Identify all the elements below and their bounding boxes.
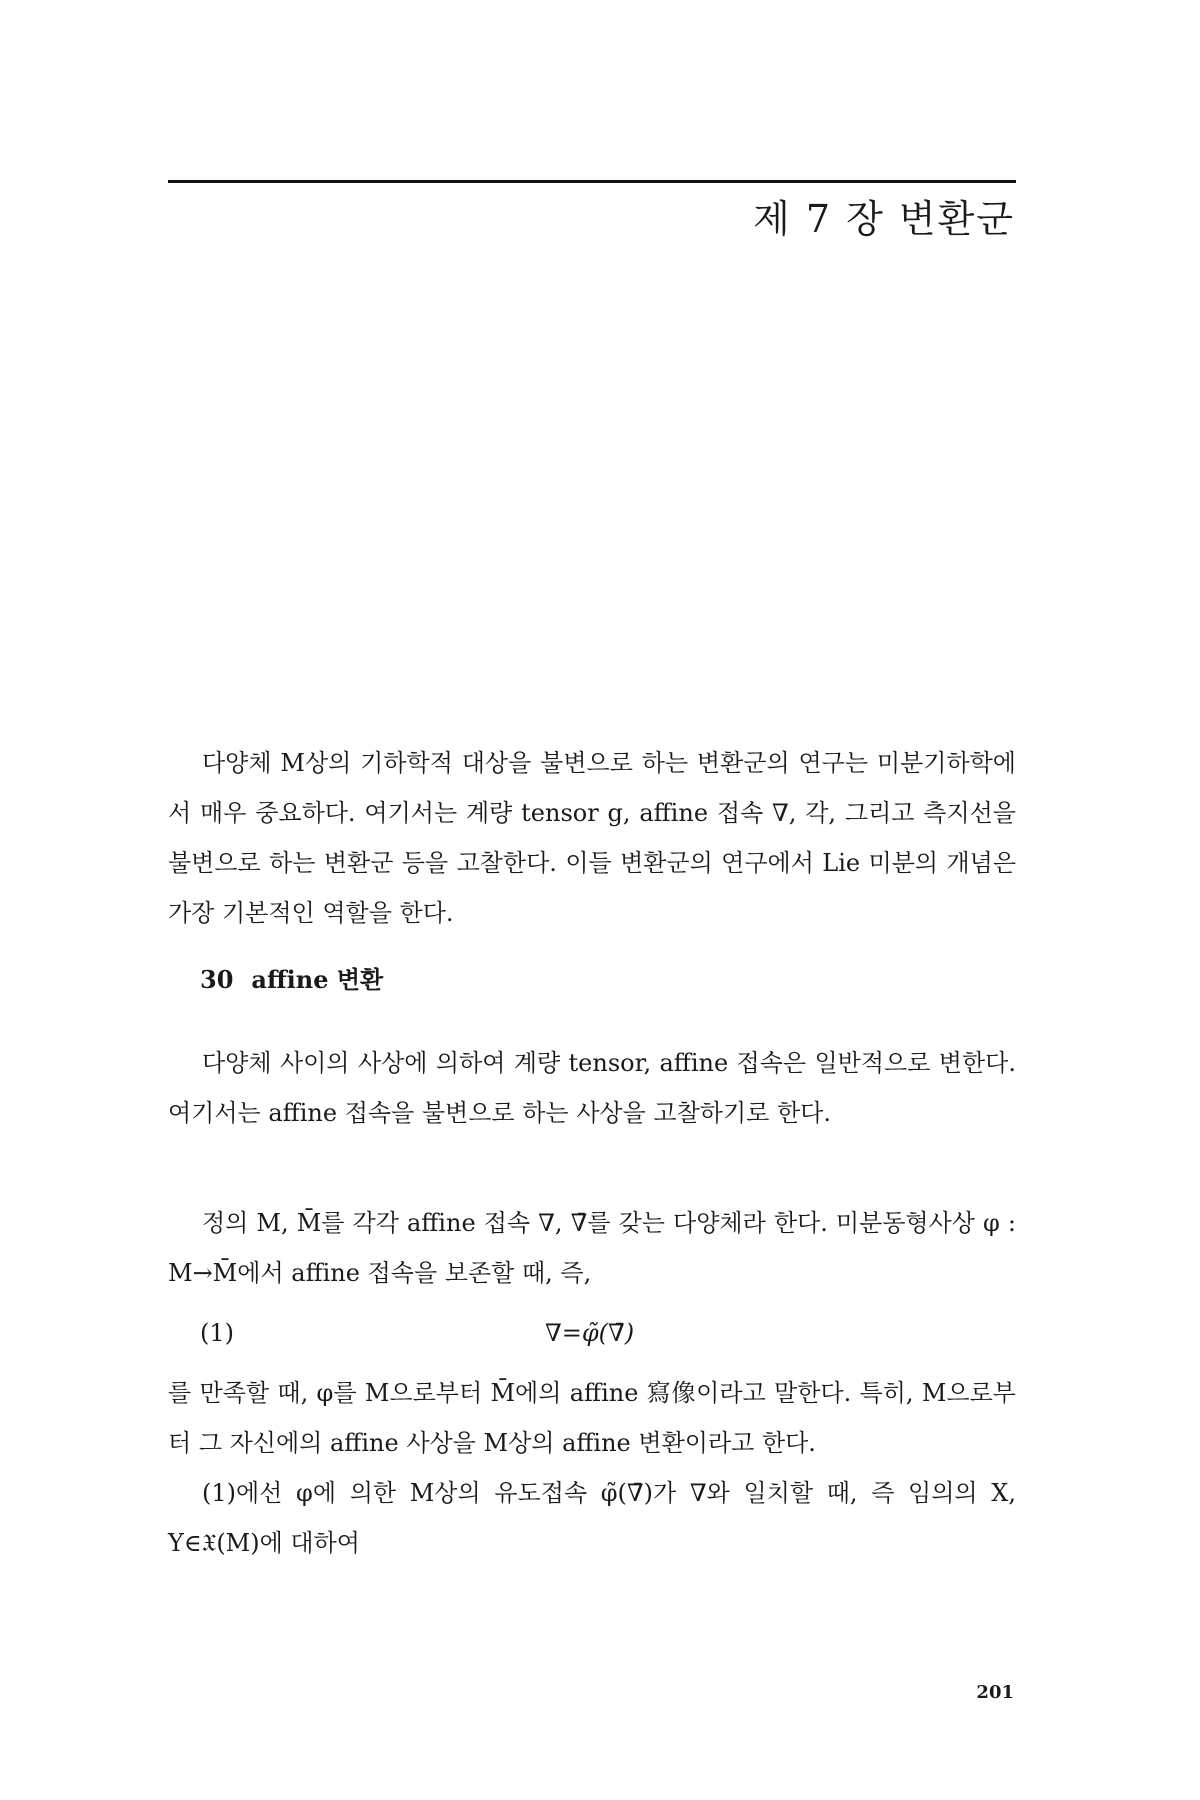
equation-formula: ∇=φ̃(∇̄) (545, 1319, 635, 1347)
page-number: 201 (976, 1682, 1014, 1703)
definition-text: 정의 M, M̄를 각각 affine 접속 ∇, ∇̄를 갖는 다양체라 한다. 미분동형사상 φ : M→M̄에서 affine 접속을 보존할 때, 즉, (168, 1209, 1016, 1287)
chapter-rule (168, 180, 1016, 183)
section-heading (200, 960, 383, 995)
equation-label: (1) (200, 1319, 234, 1347)
body-paragraph-1 (168, 1038, 1016, 1138)
section-title: affine 변환 (251, 965, 384, 994)
equation-row (200, 1308, 1016, 1358)
body-paragraph-1-text: 다양체 사이의 사상에 의하여 계량 tensor, affine 접속은 일반적으로 변한다. 여기서는 affine 접속을 불변으로 하는 사상을 고찰하기로 한다. (168, 1049, 1016, 1127)
chapter-title: 제 7 장 변환군 (753, 197, 1015, 241)
section-number: 30 (200, 965, 234, 994)
intro-text: 다양체 M상의 기하학적 대상을 불변으로 하는 변환군의 연구는 미분기하학에서 매우 중요하다. 여기서는 계량 tensor g, affine 접속 ∇, 각, 그리고 측지선을 불변으로 하는 변환군 등을 고찰한다. 이들 변환군의 연구에서 Lie 미분의 개념은 가장 기본적인 역할을 한다. (168, 749, 1016, 927)
after-equation-text: 를 만족할 때, φ를 M으로부터 M̄에의 affine 寫像이라고 말한다. 특히, M으로부터 그 자신에의 affine 사상을 M상의 affine 변환이라고 한다. (168, 1379, 1016, 1457)
after-equation-text-2: (1)에선 φ에 의한 M상의 유도접속 φ̃(∇̄)가 ∇와 일치할 때, 즉 임의의 X, Y∈𝔛(M)에 대하여 (168, 1479, 1016, 1557)
after-equation-paragraph (168, 1368, 1016, 1568)
definition-paragraph (168, 1198, 1016, 1298)
intro-paragraph (168, 738, 1016, 938)
